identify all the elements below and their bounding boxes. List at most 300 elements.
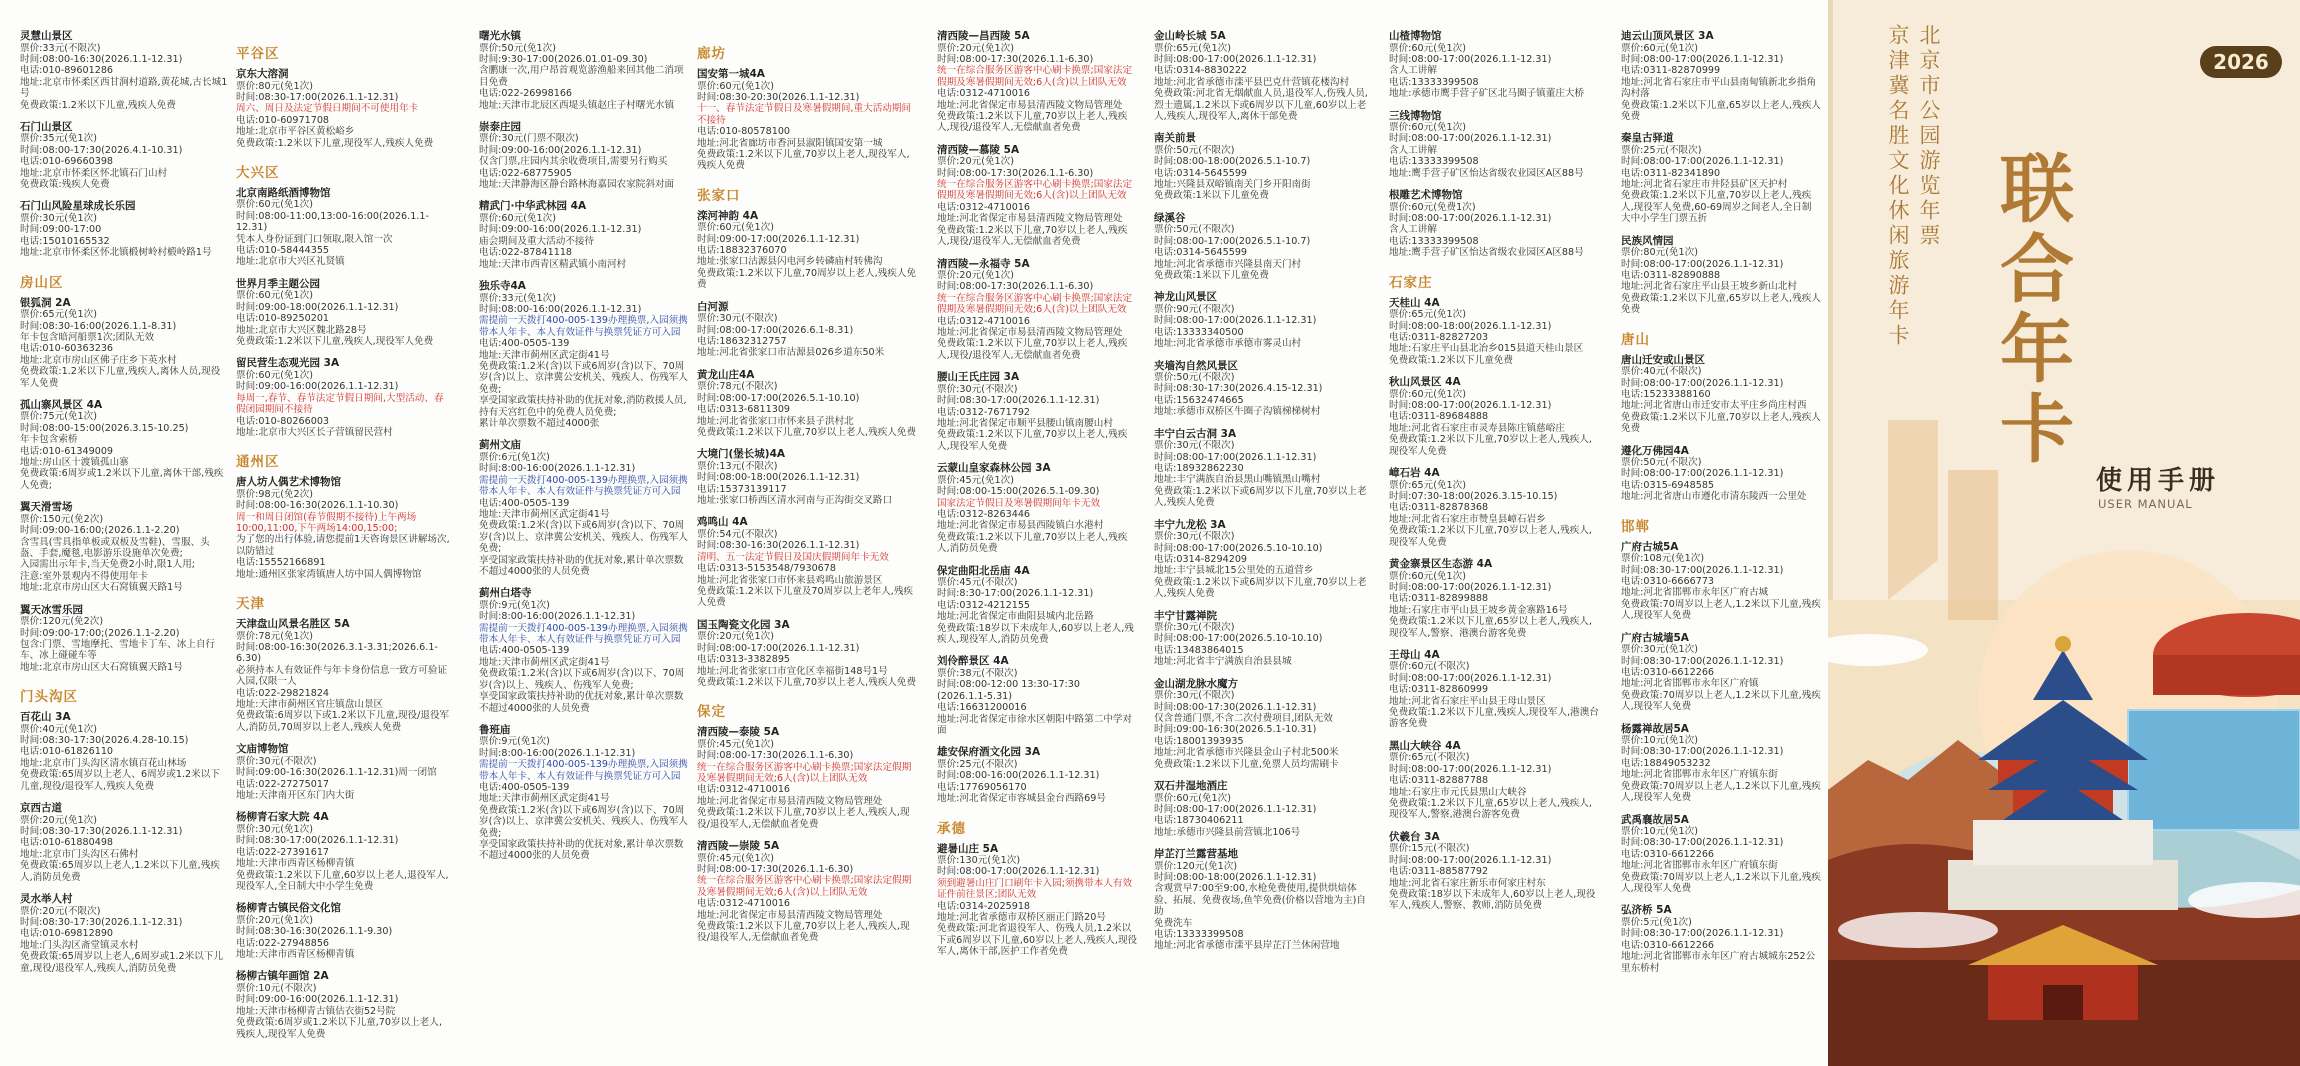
info-line: 地址:河北省张家口市沽源县026乡道东50米 (697, 347, 885, 359)
info-line: 票价:30元(不限次) (1154, 531, 1235, 543)
attraction-entry (1154, 519, 1370, 600)
region-heading: 石家庄 (1389, 274, 1433, 291)
info-line: 电话:0313-5153548/7930678 (697, 563, 836, 575)
info-line: 时间:08:00-17:30(2026.1.1-6.30) (937, 167, 1094, 179)
info-line: 地址:天津市西青区精武镇小南河村 (479, 258, 627, 270)
attraction-name: 孤山寨风景区 4A (20, 398, 103, 411)
cover-main-title: 联合年卡 (1988, 150, 2074, 470)
attraction-entry (479, 280, 691, 429)
info-line: 含观赏早7:00至9:00,水枪免费使用,提供烘焙体验、拓展、免费夜场,鱼竿免费(价格以营地为主)自助 (1154, 883, 1367, 918)
info-line: 时间:08:00-17:00(2026.1.1-12.31) (1154, 53, 1317, 65)
info-line: 时间:08:30-17:00(2026.1.1-12.31) (1621, 837, 1784, 849)
attraction-name: 双石井湿地酒庄 (1154, 780, 1228, 792)
attraction-name: 蓟州文庙 (479, 439, 521, 452)
info-line: 电话:010-80266003 (236, 415, 330, 427)
info-line: 免费政策:1.2米以下儿童,70岁以上老人,残疾人,消防员免费 (937, 531, 1128, 555)
attraction-entry (937, 144, 1139, 248)
info-line: 电话:010-60971708 (236, 114, 330, 126)
info-line: 免费政策:70周岁以上老人,1.2米以下儿童,残疾人,现役军人免费 (1621, 689, 1821, 713)
info-line: 地址:河北省石家庄市井陉县矿区天护村 (1621, 179, 1788, 191)
attraction-name: 杨柳青石家大院 4A (236, 811, 329, 824)
attraction-name: 秦皇古驿道 (1621, 132, 1674, 145)
info-line: 为了您的出行体验,请您提前1天咨询景区讲解场次,以防错过 (236, 534, 450, 557)
region-heading: 房山区 (20, 274, 64, 291)
info-line: 地址:石家庄市元氏县黑山大峡谷 (1389, 786, 1527, 798)
info-line: 免费政策:1.2米以下儿童,70岁以上老人,残疾人,现役军人免费 (1389, 434, 1592, 457)
attraction-entry (236, 902, 450, 960)
attraction-entry (1154, 780, 1370, 838)
info-line: 票价:10元(免1次) (1621, 735, 1698, 747)
attraction-name: 云蒙山皇家森林公园 3A (937, 462, 1051, 475)
info-line: 地址:张家口沽源县闪电河乡转磷庙村转佛沟 (697, 256, 883, 268)
info-line: 电话:0311-82887788 (1389, 775, 1489, 787)
attraction-entry (937, 565, 1139, 646)
attraction-entry (1621, 723, 1821, 804)
info-line: 地址:天津静海区静台路林海嘉园农家院斜对面 (479, 179, 675, 191)
info-line: 票价:25元(不限次) (1621, 144, 1702, 156)
listing-column (1389, 30, 1601, 1060)
info-line: 电话:0312-8263446 (937, 508, 1031, 520)
info-line: 地址:河北省承德市双桥区丽正门路20号 (937, 912, 1106, 924)
info-line: 时间:08:00-17:00(2026.1.1-12.31) (1389, 763, 1552, 775)
info-line: 时间:08:00-17:30(2026.4.1-10.31) (20, 144, 183, 156)
info-line: 电话:15552166891 (236, 557, 326, 569)
attraction-entry (479, 30, 691, 111)
info-line: 地址:河北省保定市易县清西陵文物局管理处 (937, 99, 1123, 111)
info-line: 时间:08:00-17:00(2026.1.1-12.31) (1389, 212, 1552, 224)
info-line: 地址:河北省邯郸市永年区广府古城城东252公里东桥村 (1621, 951, 1816, 974)
info-line: 电话:13333399508 (1389, 235, 1479, 247)
info-line: 电话:400-0505-139 (479, 645, 570, 657)
info-line: 票价:38元(不限次) (937, 667, 1018, 679)
attraction-name: 神龙山风景区 (1154, 291, 1217, 304)
attraction-name: 南关前景 (1154, 132, 1196, 145)
info-line: 时间:08:30-17:30(2026.4.15-12.31) (1154, 383, 1323, 395)
info-line: 地址:河北省廊坊市香河县淑阳镇国安第一城 (697, 137, 883, 149)
attraction-entry (1621, 445, 1821, 503)
info-line: 时间:8:30-17:00(2026.1.1-12.31) (937, 588, 1094, 600)
attraction-entry (1389, 740, 1601, 821)
attraction-entry (236, 278, 450, 348)
info-line: 票价:60元(免1次) (1154, 792, 1231, 804)
info-line: 时间:08:00-17:00(2026.1.1-12.31) (1389, 672, 1552, 684)
info-line: 免费政策:1.2米以下儿童,65岁以上老人,残疾人免费 (1621, 99, 1821, 122)
info-line: 电话:0312-4710016 (697, 784, 791, 796)
attraction-entry (1389, 376, 1601, 457)
info-line: 免费政策:1.2米(含)以下或6周岁(含)以下、70周岁(含)以上、残疾人、伤残军人免费; (479, 668, 685, 691)
info-line: 地址:河北省保定市易县清西陵文物局管理处 (937, 327, 1123, 339)
info-line: 票价:10元(免1次) (1621, 826, 1698, 837)
attraction-name: 杨柳青古镇民俗文化馆 (236, 902, 341, 915)
info-line: 票价:30元(不限次) (1154, 440, 1235, 452)
info-line: 票价:30元(不限次) (1154, 690, 1235, 702)
info-line: 地址:河北省石家庄市灵寿县陈庄镇慈峪庄 (1389, 422, 1565, 434)
info-line: 电话:010-69812890 (20, 928, 114, 940)
attraction-entry (1389, 467, 1601, 548)
notice-line: 十一、春节法定节假日及寒暑假期间,重大活动期间不接待 (697, 103, 912, 126)
attraction-entry (1621, 541, 1821, 622)
info-line: 免费政策:1.2米以下或6周岁以下儿童,70岁以上老人,残疾人免费 (1154, 576, 1367, 600)
attraction-entry (1389, 110, 1601, 180)
info-line: 年卡包含暗河船票1次;团队无效 (20, 331, 155, 343)
info-line: 电话:022-29821824 (236, 687, 330, 699)
info-line: 免费政策:1.2米以下儿童,残疾人免费 (20, 99, 176, 111)
attraction-entry (1389, 189, 1601, 259)
attraction-entry (20, 501, 228, 593)
info-line: 时间:08:00-17:30(2026.1.1-6.30) (937, 53, 1094, 65)
info-line: 电话:0315-6948585 (1621, 479, 1715, 491)
info-line: 票价:60元(免1次) (236, 199, 313, 211)
info-line: 免费政策:1.2米以下儿童,70岁以上老人,残疾人,现役/退役军人,无偿献血者免费 (697, 807, 910, 830)
info-line: 电话:0314-2025918 (937, 900, 1031, 912)
info-line: 时间:08:00-17:00(2026.1.1-12.31) (1154, 451, 1317, 463)
info-line: 电话:18932862230 (1154, 462, 1244, 474)
info-line: 时间:09:00-17:00 (20, 224, 102, 236)
attraction-name: 武禹襄故居5A (1621, 813, 1689, 826)
info-line: 时间:08:30-16:30(2026.1.1-12.31) (697, 540, 860, 552)
info-line: 时间:08:00-12:00 13:30-17:30 (937, 679, 1080, 691)
info-line: 地址:承德市双桥区牛圈子沟镇梯梯树村 (1154, 406, 1321, 418)
info-line: 时间:08:00-16:30(2026.1.1-10.30) (236, 500, 399, 512)
info-line: 地址:通州区张家湾镇唐人坊中国人偶博物馆 (236, 568, 422, 580)
attraction-name: 清西陵—永福寺 5A (937, 257, 1030, 270)
info-line: 地址:河北省邯郸市永年区广府镇 (1621, 678, 1759, 690)
info-line: 免费政策:1.2米以下儿童,残疾人,现役军人,港澳台游客免费 (1389, 707, 1599, 730)
attraction-entry (1389, 558, 1601, 639)
info-line: 票价:60元(免1次) (236, 290, 313, 302)
info-line: 免费政策:1.2米以下儿童,70岁以上老人,残疾人,现役军人免费,60-69周岁之间老人,全日制大中小学生门票五折 (1621, 190, 1812, 225)
attraction-name: 三线博物馆 (1389, 109, 1442, 122)
attraction-name: 唐山迁安或山景区 (1621, 353, 1705, 366)
info-line: 票价:45元(不限次) (937, 577, 1018, 589)
attraction-entry (20, 711, 228, 792)
notice-line: 需提前一天拨打400-005-139办理换票,入园须携带本人年卡、本人有效证件与换票凭证方可入园 (479, 315, 688, 338)
attraction-entry (20, 200, 228, 258)
attraction-name: 国安第一城4A (697, 68, 765, 80)
region-heading: 大兴区 (236, 164, 280, 181)
info-line: 电话:0311-82827203 (1389, 331, 1489, 343)
info-line: 票价:45元(免1次) (937, 474, 1014, 486)
attraction-name: 夹墙沟自然风景区 (1154, 359, 1238, 372)
attraction-name: 大境门(堡长城)4A (697, 448, 786, 461)
info-line: 票价:6元(免1次) (479, 451, 550, 463)
listing-column (479, 30, 691, 1060)
info-line: 免费政策:65周岁以上老人,6周岁或1.2米以下儿童,现役/退役军人,残疾人,消防员免费 (20, 951, 223, 974)
info-line: 免费政策:河北省退役军人、伤残人员,1.2米以下或6周岁以下儿童,60岁以上老人,残疾人,现役军人,离休干部,医护工作者免费 (937, 923, 1138, 958)
info-line: 票价:45元(免1次) (697, 852, 774, 864)
info-line: 票价:60元(免1次) (1389, 122, 1466, 134)
info-line: 免费政策:1.2米以下儿童,65岁以上老人,残疾人免费 (1621, 292, 1821, 316)
info-line: 免费政策:1米以下儿童免费 (1154, 190, 1269, 202)
info-line: 时间:09:00-16:30(2026.1.1-12.31)周一闭馆 (236, 767, 437, 779)
info-line: 票价:54元(不限次) (697, 528, 778, 540)
attraction-name: 广府古城墙5A (1621, 631, 1689, 644)
region-heading: 平谷区 (236, 46, 280, 62)
info-line: 电话:18730406211 (1154, 815, 1244, 827)
info-line: 免费政策:70周岁以上老人,1.2米以下儿童,残疾人,现役军人免费 (1621, 871, 1821, 895)
info-line: 地址:鹰手营子矿区怡达省级农业园区A区88号 (1389, 247, 1584, 259)
info-line: 电话:0311-82899888 (1389, 593, 1489, 605)
notice-line: 统一在综合服务区游客中心刷卡换票;国家法定假期及寒暑假期间无效;6人(含)以上团队无效 (697, 761, 912, 785)
info-line: 电话:0313-6811309 (697, 404, 791, 416)
attraction-name: 秋山风景区 4A (1389, 376, 1461, 389)
info-line: 票价:10元(不限次) (236, 982, 317, 994)
info-line: 票价:60元(免费1次) (1389, 201, 1476, 213)
info-line: 地址:天津南开区东门内大街 (236, 789, 355, 801)
info-line: 票价:30元(免1次) (20, 212, 97, 224)
info-line: 地址:北京市大兴区礼贤镇 (236, 256, 345, 268)
info-line: 时间:08:00-17:00(2026.1.1-12.31) (1621, 468, 1784, 480)
info-line: 地址:河北省保定市曲阳县城内北岳路 (937, 611, 1094, 623)
info-line: 时间:08:00-18:00(2026.1.1-12.31) (697, 472, 860, 484)
info-line: 电话:022-68775905 (479, 167, 573, 179)
info-line: 电话:13333340500 (1154, 326, 1244, 338)
attraction-entry (1389, 831, 1601, 912)
info-line: 电话:0311-88587792 (1389, 866, 1489, 878)
info-line: 时间:08:00-17:00(2026.1.1-12.31) (1389, 581, 1552, 593)
info-line: 电话:0312-7671792 (937, 406, 1031, 418)
info-line: 电话:0310-6612266 (1621, 666, 1715, 678)
attraction-name: 石门山风险星球成长乐园 (20, 200, 136, 213)
info-line: 时间:09:00-16:30(2026.5.1-10.31) (1154, 724, 1317, 736)
info-line: 免费政策:1.2米以下儿童,70岁以上老人,残疾人,现役军人免费 (937, 429, 1128, 452)
attraction-name: 嶂石岩 4A (1389, 467, 1440, 480)
info-line: 电话:13333399508 (1389, 156, 1479, 168)
info-line: 电话:18001393935 (1154, 735, 1244, 747)
info-line: 票价:90元(不限次) (1154, 303, 1235, 315)
notice-line: 清明、五一法定节假日及国庆假期间年卡无效 (697, 551, 889, 563)
info-line: 时间:08:00-16:00(2026.1.1-12.31) (479, 303, 642, 315)
info-line: 地址:河北省承德市兴隆县南天门村 (1154, 258, 1302, 270)
info-line: 入园需出示年卡,当天免费2小时,限1人用; (20, 559, 196, 571)
info-line: 时间:08:00-17:30(2026.1.1-6.30) (937, 281, 1094, 293)
info-line: 免费政策:1.2米以下儿童,65岁以上老人,残疾人,现役军人,警察、港澳台游客免费 (1389, 616, 1592, 639)
info-line: 免费政策:1.2米以下儿童,70岁以上老人,残疾人免费 (697, 426, 917, 438)
attraction-entry (236, 476, 450, 580)
info-line: 时间:08:00-17:00(2026.1.1-12.31) (1389, 854, 1552, 866)
info-line: 年卡包含索桥 (20, 434, 78, 446)
attraction-name: 岸芷汀兰露营基地 (1154, 848, 1238, 861)
info-line: 电话:0312-4710016 (937, 88, 1031, 100)
info-line: 地址:承德市鹰手营子矿区北马圈子镇董庄大桥 (1389, 88, 1585, 100)
attraction-name: 鲁班庙 (479, 723, 511, 736)
attraction-name: 丰宁九龙松 3A (1154, 518, 1226, 531)
attraction-entry (1621, 354, 1821, 435)
attraction-name: 民族风情园 (1621, 234, 1674, 247)
info-line: 票价:5元(免1次) (1621, 916, 1692, 928)
info-line: 票价:30元(免1次) (236, 823, 313, 835)
info-line: 时间:08:00-17:00(2026.1.1-12.31) (1621, 258, 1784, 270)
info-line: 地址:河北省张家口市怀来县子洪村北 (697, 415, 854, 427)
info-line: 电话:15632474665 (1154, 394, 1244, 406)
attraction-entry (1621, 30, 1821, 122)
attraction-entry (20, 604, 228, 674)
year-badge: 2026 (2200, 46, 2282, 78)
info-line: 仅含门票,庄园内其余收费项目,需要另行购买 (479, 156, 668, 168)
info-line: 地址:承德市兴隆县前营镇北106号 (1154, 826, 1301, 838)
info-line: 地址:河北省保定市易县西陵镇白水港村 (937, 520, 1104, 532)
info-line: 电话:13333399508 (1389, 76, 1479, 88)
info-line: 时间:08:00-17:00(2026.1.1-12.31) (1389, 53, 1552, 65)
info-line: 地址:河北省保定市易县清西陵文物局管理处 (697, 909, 883, 921)
info-line: 时间:8:00-16:00(2026.1.1-12.31) (479, 747, 636, 759)
info-line: 免费洗车 (1154, 917, 1193, 929)
info-line: 地址:河北省保定市易县清西陵文物局管理处 (937, 213, 1123, 225)
info-line: 时间:08:30-16:00(2026.1.1-8.31) (20, 320, 177, 332)
info-line: 票价:60元(不限次) (1389, 661, 1470, 673)
info-line: 时间:08:30-17:00(2026.1.1-12.31) (236, 835, 399, 847)
attraction-entry (937, 843, 1139, 958)
info-line: 票价:130元(免1次) (937, 855, 1021, 867)
info-line: 含人工讲解 (1389, 224, 1437, 236)
attraction-entry (1621, 904, 1821, 974)
attraction-name: 清西陵—崇陵 5A (697, 840, 780, 853)
attraction-entry (697, 369, 917, 439)
info-line: (2026.1.1-5.31) (937, 690, 1013, 702)
info-line: 免费政策:1.2米以下儿童,70岁以上老人,残疾人,现役/退役军人,无偿献血者免费 (937, 338, 1128, 361)
attraction-entry (1621, 132, 1821, 224)
attraction-entry (937, 655, 1139, 736)
info-line: 地址:河北省承德市滦平县巴克什营镇花楼沟村 (1154, 76, 1350, 88)
notice-line: 需提前一天拨打400-005-139办理换票,入园须携带本人年卡、本人有效证件与换票凭证方可入园 (479, 759, 688, 782)
info-line: 时间:08:00-17:00(2026.5.1-10.7) (1154, 235, 1311, 247)
info-line: 电话:0312-4710016 (697, 898, 791, 910)
info-line: 地址:北京市怀柔区怀北镇石门山村 (20, 167, 168, 179)
attraction-entry (1154, 610, 1370, 668)
notice-line: 周六、周日及法定节假日期间不可使用年卡 (236, 103, 419, 115)
attraction-name: 精武门·中华武林园 4A (479, 200, 587, 213)
info-line: 电话:0311-82878368 (1389, 502, 1489, 514)
info-line: 地址:河北省承德市承德市雾灵山村 (1154, 338, 1302, 350)
info-line: 时间:07:30-18:00(2026.3.15-10.15) (1389, 490, 1558, 502)
attraction-entry (1621, 814, 1821, 895)
info-line: 时间:08:00-17:00(2026.5.10-10.10) (1154, 542, 1323, 554)
info-line: 地址:河北省保定市易县清西陵文物局管理处 (697, 795, 883, 807)
attraction-name: 杨露禅故居5A (1621, 722, 1689, 735)
info-line: 电话:400-0505-139 (479, 497, 570, 509)
info-line: 享受国家政策扶持补助的优抚对象,累计单次票数不超过4000张的人员免费 (479, 554, 684, 577)
info-line: 时间:08:00-18:00(2026.1.1-12.31) (1154, 872, 1317, 884)
info-line: 电话:0314-5645599 (1154, 167, 1248, 179)
info-line: 时间:09:00-16:00(2026.1.1-12.31) (479, 144, 642, 156)
info-line: 时间:08:00-18:00(2026.5.1-10.7) (1154, 156, 1311, 168)
attraction-entry (236, 187, 450, 268)
info-line: 时间:08:30-17:00(2026.1.1-12.31) (1621, 746, 1784, 758)
info-line: 票价:30元(免1次) (1621, 644, 1698, 656)
info-line: 票价:60元(免1次) (1389, 42, 1466, 54)
info-line: 时间:09:00-16:00(2026.1.1-12.31) (479, 224, 642, 236)
info-line: 时间:08:00-15:00(2026.5.1-09.30) (937, 486, 1100, 498)
region-heading: 天津 (236, 596, 265, 613)
info-line: 电话:022-87841118 (479, 247, 573, 259)
info-line: 免费政策:18岁以下未成年人,60岁以上老人,残疾人,现役军人,消防员免费 (937, 622, 1134, 646)
listing-column (20, 30, 228, 1060)
info-line: 免费政策:1.2米以下儿童,残疾人,现役军人免费 (236, 336, 434, 347)
region-heading: 承德 (937, 820, 966, 837)
info-line: 电话:0311-82341890 (1621, 167, 1721, 179)
attraction-name: 天桂山 4A (1389, 296, 1440, 309)
attraction-name: 腰山王氏庄园 3A (937, 371, 1020, 384)
info-line: 免费政策:1.2米以下儿童,免票人员均需刷卡 (1154, 758, 1339, 770)
attraction-name: 崇泰庄园 (479, 120, 521, 133)
info-line: 电话:15373139117 (697, 483, 787, 495)
info-line: 票价:60元(免1次) (697, 80, 774, 92)
info-line: 时间:08:30-17:30(2026.1.1-12.31) (20, 826, 183, 837)
info-line: 票价:20元(不限次) (20, 905, 101, 917)
attraction-entry (20, 802, 228, 883)
attraction-name: 北京南路纸酒博物馆 (236, 186, 331, 199)
info-line: 时间:08:00-17:30(2026.1.1-6.30) (697, 864, 854, 875)
info-line: 时间:09:00-16:00(2026.1.1-12.31) (236, 994, 399, 1006)
info-line: 地址:天津市北辰区西堤头镇赵庄子村曙光水镇 (479, 99, 675, 111)
info-line: 地址:河北省石家庄平山县王母山景区 (1389, 695, 1546, 707)
info-line: 票价:50元(免1次) (479, 42, 556, 54)
attraction-entry (1154, 848, 1370, 952)
info-line: 电话:0312-4710016 (937, 315, 1031, 327)
attraction-name: 蓟州白塔寺 (479, 587, 532, 600)
attraction-name: 灵水举人村 (20, 893, 73, 906)
info-line: 电话:17769056170 (937, 781, 1027, 793)
info-line: 电话:0311-89684888 (1389, 411, 1489, 423)
info-line: 地址:河北省邯郸市永年区广府古城 (1621, 587, 1769, 599)
attraction-name: 石门山景区 (20, 120, 73, 133)
info-line: 电话:0310-6666773 (1621, 576, 1715, 587)
attraction-entry (697, 210, 917, 291)
info-line: 地址:张家口桥西区清水河南与正沟街交叉路口 (697, 495, 893, 507)
info-line: 电话:15233388160 (1621, 388, 1711, 400)
listing-column (236, 30, 450, 1060)
info-line: 地址:天津市蓟州区官庄镇盘山景区 (236, 699, 384, 711)
attraction-name: 黄金寨景区生态游 4A (1389, 558, 1493, 570)
info-line: 票价:65元(不限次) (1389, 752, 1470, 764)
notice-line: 周一和周日闭馆(春节假期不接待)上午两场10:00,11:00,下午两场14:00,15:00; (236, 511, 417, 535)
attraction-name: 京西古道 (20, 802, 62, 815)
info-line: 免费政策:70周岁以上老人,1.2米以下儿童,残疾人,现役军人免费 (1621, 780, 1821, 804)
info-line: 电话:18849053232 (1621, 757, 1711, 769)
info-line: 票价:40元(免1次) (20, 723, 97, 735)
info-line: 电话:0313-3382895 (697, 654, 791, 666)
info-line: 票价:120元(免2次) (20, 616, 104, 628)
attraction-entry (937, 746, 1139, 804)
notice-line: 每周一,春节、春节法定节假日期间,大型活动、春假闭园期间不接待 (236, 392, 444, 416)
attraction-name: 金山岭长城 5A (1154, 30, 1226, 42)
attraction-name: 留民营生态观光园 3A (236, 357, 340, 370)
attraction-name: 曙光水镇 (479, 30, 521, 42)
attraction-entry (479, 121, 691, 191)
attraction-name: 唐人坊人偶艺术博物馆 (236, 476, 341, 489)
info-line: 电话:16631200016 (937, 702, 1027, 714)
info-line: 地址:房山区十渡镇孤山寨 (20, 457, 129, 469)
info-line: 免费政策:1.2米(含)以下或6周岁(含)以下、70周岁(含)以上、京津冀公安机关、残疾人、伤残军人免费; (479, 360, 688, 395)
attraction-name: 灵慧山景区 (20, 30, 73, 42)
info-line: 电话:0311-82860999 (1389, 684, 1489, 696)
notice-line: 统一在综合服务区游客中心刷卡换票;国家法定假期及寒暑假期间无效;6人(含)以上团队无效 (937, 179, 1133, 202)
info-line: 地址:天津市西青区杨柳青镇 (236, 858, 355, 870)
info-line: 票价:108元(免1次) (1621, 553, 1705, 565)
info-line: 票价:75元(免1次) (20, 411, 97, 423)
info-line: 票价:30元(不限次) (697, 313, 778, 325)
info-line: 免费政策:18岁以下未成年人,60岁以上老人,现役军人,残疾人,警察、教师,消防员免费 (1389, 888, 1596, 912)
info-line: 时间:08:00-16:30(2026.1.1-12.31) (20, 53, 183, 65)
attraction-name: 银狐洞 2A (20, 296, 71, 309)
attraction-name: 山楂博物馆 (1389, 30, 1442, 42)
info-line: 电话:010-58444355 (236, 245, 330, 257)
info-line: 免费政策:1米以下儿童免费 (1154, 270, 1269, 281)
listing-column (697, 30, 917, 1060)
region-heading: 廊坊 (697, 46, 726, 62)
info-line: 票价:33元(不限次) (20, 42, 101, 54)
info-line: 地址:河北省承德市兴隆县金山子村北500米 (1154, 747, 1339, 759)
